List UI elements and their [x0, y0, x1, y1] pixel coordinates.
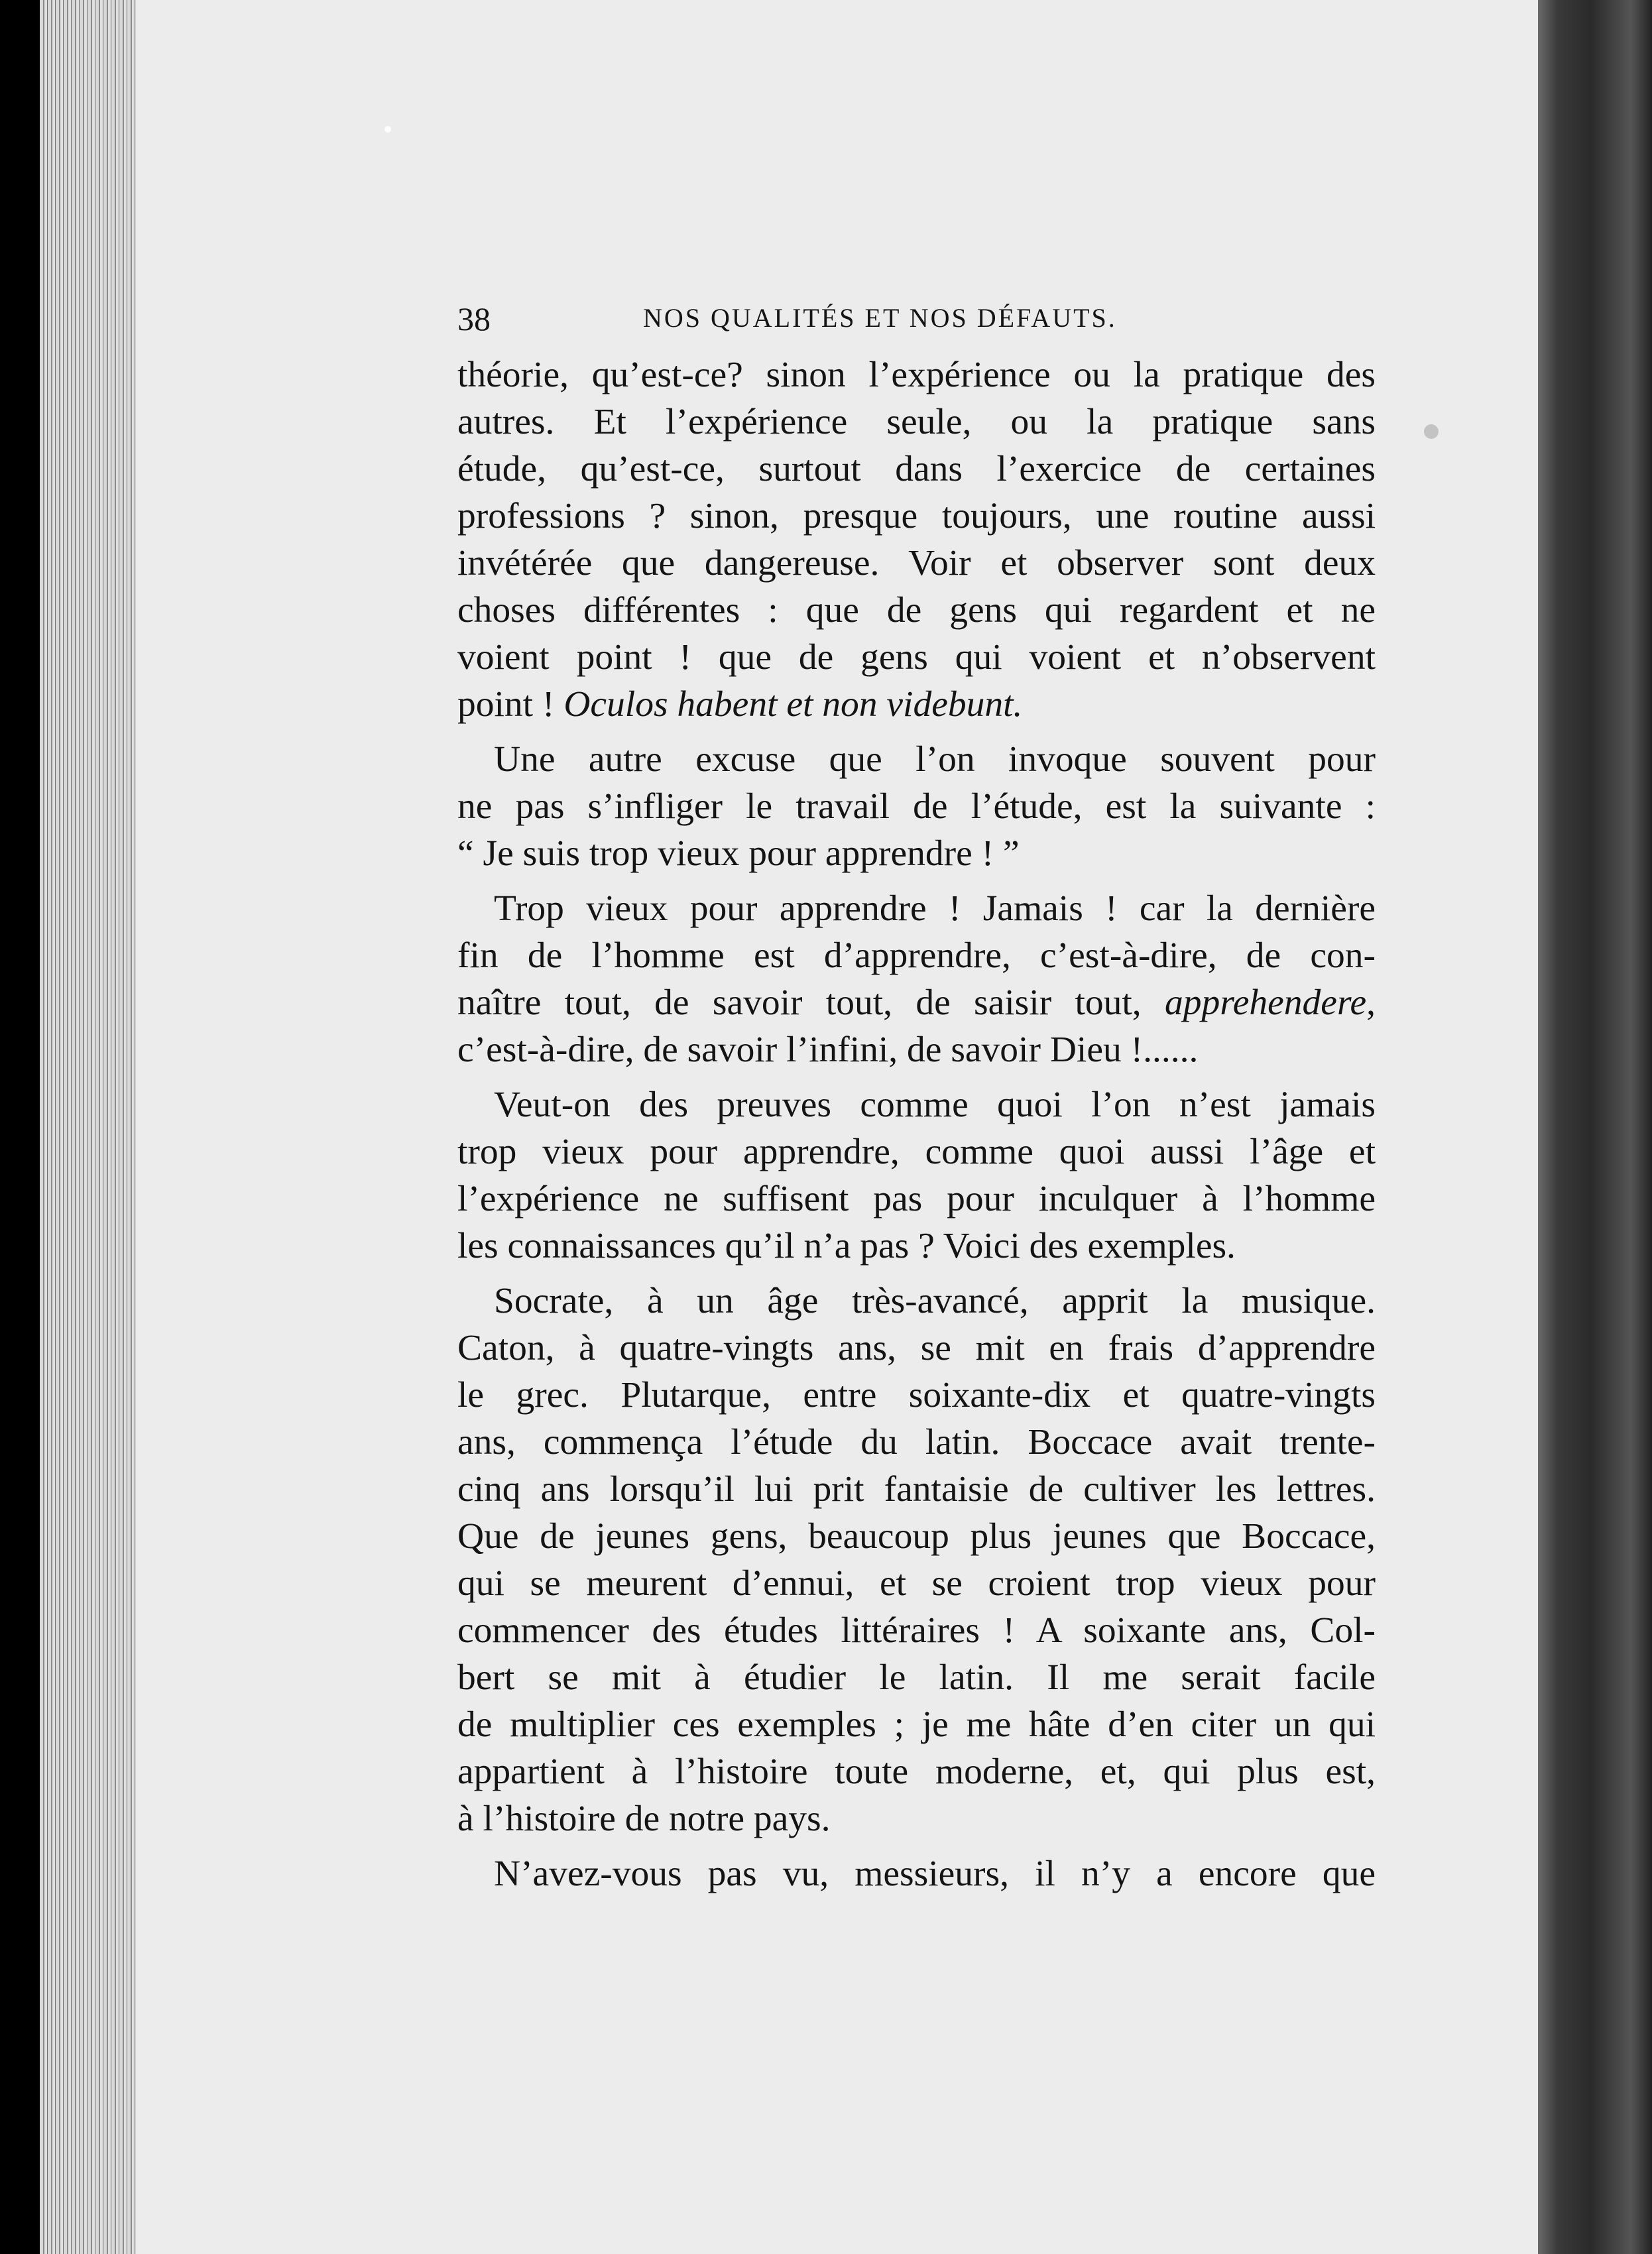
text-line: Trop vieux pour apprendre ! Jamais ! car la dernière [494, 888, 1376, 929]
text-line: choses différentes : que de gens qui regardent et ne [457, 590, 1376, 630]
dust-speck [1424, 424, 1439, 439]
text-fragment: naître tout, de savoir tout, de saisir tout, [457, 982, 1165, 1023]
page-edges [40, 0, 139, 2254]
text-line: Socrate, à un âge très-avancé, apprit la musique. [494, 1281, 1376, 1321]
text-line: voient point ! que de gens qui voient et n’observent [457, 637, 1376, 678]
text-line: ans, commença l’étude du latin. Boccace avait trente- [457, 1422, 1376, 1462]
text-line: fin de l’homme est d’apprendre, c’est-à-dire, de con- [457, 935, 1376, 976]
paragraph-3 [457, 885, 1376, 1073]
text-line: les connaissances qu’il n’a pas ? Voici des exemples. [457, 1226, 1236, 1266]
text-line: à l’histoire de notre pays. [457, 1799, 831, 1839]
text-line: invétérée que dangereuse. Voir et observer sont deux [457, 543, 1376, 583]
dust-speck [384, 126, 391, 133]
paragraph-1 [457, 351, 1376, 728]
paragraph-4 [457, 1081, 1376, 1270]
scan-border [0, 0, 40, 2254]
text-line: “ Je suis trop vieux pour apprendre ! ” [457, 833, 1020, 874]
text-line: qui se meurent d’ennui, et se croient trop vieux pour [457, 1563, 1376, 1604]
text-line: Caton, à quatre-vingts ans, se mit en frais d’apprendre [457, 1328, 1376, 1368]
text-line: trop vieux pour apprendre, comme quoi aussi l’âge et [457, 1132, 1376, 1172]
text-line: Une autre excuse que l’on invoque souvent pour [494, 739, 1376, 780]
paragraph-5 [457, 1277, 1376, 1842]
text-line: cinq ans lorsqu’il lui prit fantaisie de cultiver les lettres. [457, 1469, 1376, 1510]
text-line: commencer des études littéraires ! A soixante ans, Col- [457, 1610, 1376, 1651]
text-line: Veut-on des preuves comme quoi l’on n’est jamais [494, 1085, 1376, 1125]
latin-word: apprehendere [1165, 982, 1367, 1023]
body-text [457, 351, 1376, 1897]
page-number: 38 [457, 300, 491, 337]
text-line: l’expérience ne suffisent pas pour inculquer à l’homme [457, 1179, 1376, 1219]
text-block [457, 292, 1376, 1897]
text-line: autres. Et l’expérience seule, ou la pratique sans [457, 402, 1376, 442]
text-line: appartient à l’histoire toute moderne, et, qui plus est, [457, 1751, 1376, 1792]
text-line: de multiplier ces exemples ; je me hâte d’en citer un qui [457, 1704, 1376, 1745]
paragraph-2 [457, 736, 1376, 877]
text-line: professions ? sinon, presque toujours, une routine aussi [457, 496, 1376, 536]
text-line [457, 681, 1376, 728]
text-line: Que de jeunes gens, beaucoup plus jeunes que Boccace, [457, 1516, 1376, 1557]
running-title: NOS QUALITÉS ET NOS DÉFAUTS. [643, 303, 1117, 333]
text-line: c’est-à-dire, de savoir l’infini, de savoir Dieu !...... [457, 1030, 1199, 1070]
text-line: théorie, qu’est-ce? sinon l’expérience ou la pratique des [457, 355, 1376, 395]
running-head [457, 292, 1376, 345]
text-line [457, 979, 1376, 1026]
book-binding [1538, 0, 1652, 2254]
text-fragment: , [1366, 982, 1376, 1023]
text-line: bert se mit à étudier le latin. Il me serait facile [457, 1657, 1376, 1698]
paragraph-6 [457, 1850, 1376, 1897]
text-line: étude, qu’est-ce, surtout dans l’exercice de certaines [457, 449, 1376, 489]
text-line: ne pas s’infliger le travail de l’étude, est la suivante : [457, 786, 1376, 827]
text-fragment: point ! [457, 684, 564, 725]
text-line: le grec. Plutarque, entre soixante-dix et quatre-vingts [457, 1375, 1376, 1415]
text-line: N’avez-vous pas vu, messieurs, il n’y a encore que [494, 1854, 1376, 1894]
latin-quote: Oculos habent et non videbunt. [563, 684, 1023, 725]
